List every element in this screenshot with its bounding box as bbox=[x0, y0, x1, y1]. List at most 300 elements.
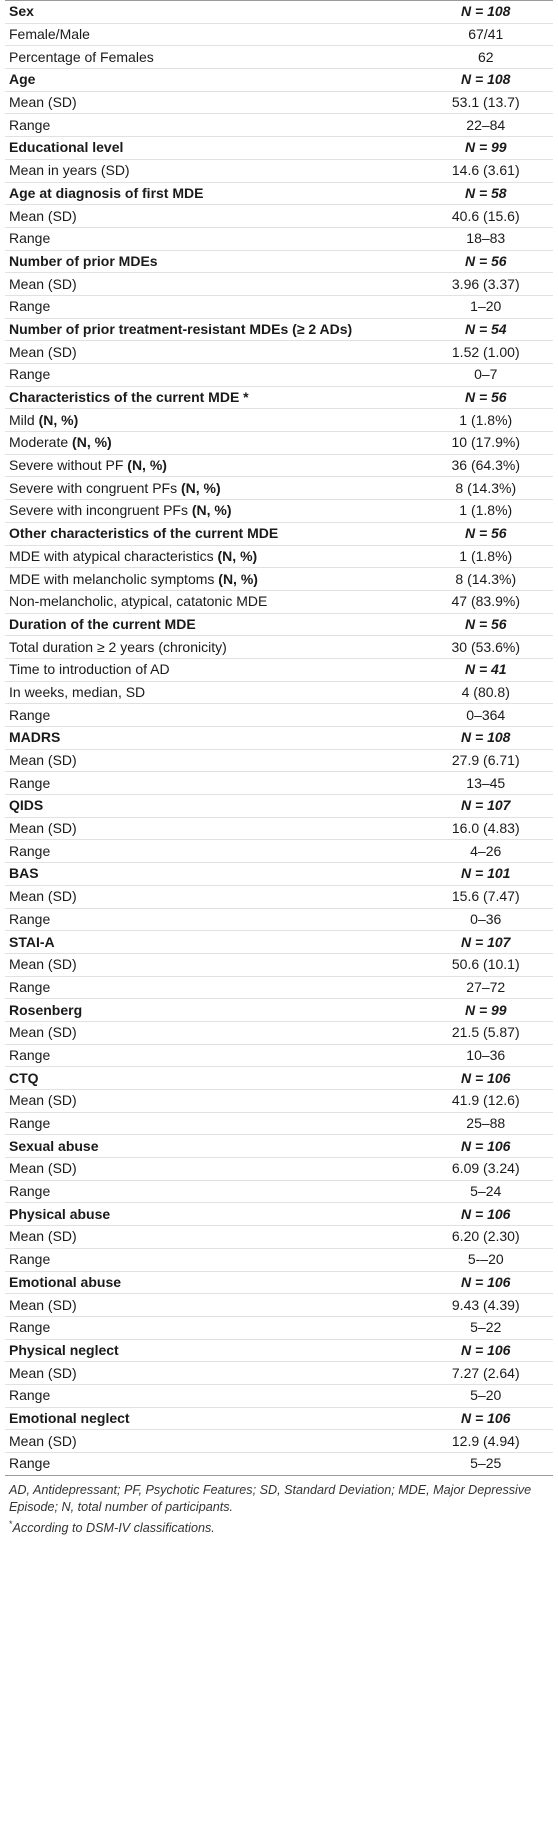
table-row bbox=[5, 1430, 553, 1453]
row-label-cell bbox=[5, 69, 419, 92]
row-label: Duration of the current MDE bbox=[9, 615, 196, 632]
row-value-cell bbox=[419, 953, 553, 976]
row-label-cell bbox=[5, 1248, 419, 1271]
row-label: Mean (SD) bbox=[9, 1432, 77, 1449]
row-value-cell bbox=[419, 613, 553, 636]
table-row bbox=[5, 1362, 553, 1385]
table-section-header-row bbox=[5, 613, 553, 636]
row-value: 27.9 (6.71) bbox=[451, 752, 520, 769]
row-label-cell bbox=[5, 1294, 419, 1317]
sample-size-value: N = 108 bbox=[461, 3, 511, 20]
row-label: Mean (SD) bbox=[9, 1160, 77, 1177]
row-label: Number of prior MDEs bbox=[9, 252, 158, 269]
row-label: Mean (SD) bbox=[9, 752, 77, 769]
table-section-header-row bbox=[5, 1203, 553, 1226]
footnote-note-text: According to DSM-IV classifications. bbox=[12, 1520, 215, 1535]
row-value-cell bbox=[419, 250, 553, 273]
row-label-cell bbox=[5, 749, 419, 772]
row-label-cell bbox=[5, 795, 419, 818]
footnote-abbreviations: AD, Antidepressant; PF, Psychotic Features; SD, Standard Deviation; MDE, Major Depressive Episode; N, total number of participants. bbox=[9, 1482, 532, 1514]
row-label: Age bbox=[9, 71, 36, 88]
row-label: Percentage of Females bbox=[9, 48, 154, 65]
table-row bbox=[5, 953, 553, 976]
row-label: Range bbox=[9, 978, 51, 995]
table-row bbox=[5, 227, 553, 250]
row-label-cell bbox=[5, 590, 419, 613]
row-label-cell bbox=[5, 114, 419, 137]
row-label-cell bbox=[5, 885, 419, 908]
row-label: Range bbox=[9, 1046, 51, 1063]
row-value-cell bbox=[419, 91, 553, 114]
row-value-cell bbox=[419, 500, 553, 523]
row-label-unit: (N, %) bbox=[38, 411, 79, 428]
row-value: 36 (64.3%) bbox=[451, 457, 520, 474]
row-value-cell bbox=[419, 273, 553, 296]
row-label: Mild bbox=[9, 411, 35, 428]
row-value-cell bbox=[419, 1226, 553, 1249]
row-value: 1 (1.8%) bbox=[459, 502, 513, 519]
table-row bbox=[5, 1453, 553, 1476]
row-label: Characteristics of the current MDE * bbox=[9, 389, 249, 406]
row-label-cell bbox=[5, 545, 419, 568]
row-value: 50.6 (10.1) bbox=[451, 956, 520, 973]
row-value-cell bbox=[419, 568, 553, 591]
row-value-cell bbox=[419, 114, 553, 137]
table-row bbox=[5, 91, 553, 114]
table-row bbox=[5, 454, 553, 477]
table-section-header-row bbox=[5, 1067, 553, 1090]
row-label: Physical neglect bbox=[9, 1341, 119, 1358]
row-value: 25–88 bbox=[466, 1115, 506, 1132]
table-row bbox=[5, 568, 553, 591]
row-label-cell bbox=[5, 1453, 419, 1476]
sample-size-value: N = 99 bbox=[464, 139, 507, 156]
sample-size-value: N = 58 bbox=[464, 184, 507, 201]
footnote-note bbox=[9, 1516, 549, 1537]
row-value-cell bbox=[419, 1248, 553, 1271]
row-label: Range bbox=[9, 706, 51, 723]
row-value-cell bbox=[419, 182, 553, 205]
sample-size-value: N = 108 bbox=[461, 71, 511, 88]
row-value-cell bbox=[419, 23, 553, 46]
table-section-header-row bbox=[5, 318, 553, 341]
row-value-cell bbox=[419, 227, 553, 250]
table-row bbox=[5, 46, 553, 69]
table-section-header-row bbox=[5, 182, 553, 205]
table-row bbox=[5, 681, 553, 704]
row-label: Severe with incongruent PFs bbox=[9, 502, 188, 519]
row-value: 8 (14.3%) bbox=[455, 479, 517, 496]
row-label-cell bbox=[5, 1407, 419, 1430]
row-label: Mean (SD) bbox=[9, 820, 77, 837]
row-value-cell bbox=[419, 1, 553, 24]
row-label: Range bbox=[9, 1183, 51, 1200]
row-label: STAI-A bbox=[9, 933, 55, 950]
row-value-cell bbox=[419, 817, 553, 840]
row-value: 40.6 (15.6) bbox=[451, 207, 520, 224]
row-value: 16.0 (4.83) bbox=[451, 820, 520, 837]
row-label-cell bbox=[5, 522, 419, 545]
table-row bbox=[5, 364, 553, 387]
table-row bbox=[5, 1021, 553, 1044]
sample-size-value: N = 56 bbox=[464, 252, 507, 269]
row-value: 47 (83.9%) bbox=[451, 593, 520, 610]
row-value: 6.20 (2.30) bbox=[451, 1228, 520, 1245]
table-row bbox=[5, 885, 553, 908]
table-row bbox=[5, 749, 553, 772]
row-label: Severe with congruent PFs bbox=[9, 479, 178, 496]
table-row bbox=[5, 273, 553, 296]
row-label-cell bbox=[5, 931, 419, 954]
row-label: Moderate bbox=[9, 434, 69, 451]
row-label-cell bbox=[5, 500, 419, 523]
row-label-cell bbox=[5, 1, 419, 24]
row-label: Emotional neglect bbox=[9, 1409, 130, 1426]
row-value-cell bbox=[419, 318, 553, 341]
row-label-unit: (N, %) bbox=[218, 570, 258, 587]
row-value-cell bbox=[419, 1453, 553, 1476]
row-label-cell bbox=[5, 273, 419, 296]
row-label: BAS bbox=[9, 865, 39, 882]
row-value-cell bbox=[419, 727, 553, 750]
row-value: 1 (1.8%) bbox=[459, 547, 513, 564]
row-label: MDE with atypical characteristics bbox=[9, 547, 214, 564]
row-label-cell bbox=[5, 817, 419, 840]
row-label-cell bbox=[5, 568, 419, 591]
row-value-cell bbox=[419, 885, 553, 908]
row-label: Mean (SD) bbox=[9, 1024, 77, 1041]
row-value-cell bbox=[419, 1271, 553, 1294]
row-value: 15.6 (7.47) bbox=[451, 888, 520, 905]
sample-size-value: N = 54 bbox=[464, 320, 507, 337]
row-label: Physical abuse bbox=[9, 1205, 111, 1222]
table-row bbox=[5, 114, 553, 137]
table-row bbox=[5, 590, 553, 613]
row-value: 4–26 bbox=[470, 842, 502, 859]
row-label: Number of prior treatment-resistant MDEs (≥ 2 ADs) bbox=[9, 320, 353, 337]
row-value-cell bbox=[419, 999, 553, 1022]
row-label: Range bbox=[9, 1319, 51, 1336]
table-row bbox=[5, 409, 553, 432]
row-value: 13–45 bbox=[466, 774, 506, 791]
row-label: Severe without PF bbox=[9, 457, 124, 474]
row-value: 0–36 bbox=[470, 910, 502, 927]
row-label: In weeks, median, SD bbox=[9, 683, 146, 700]
row-value-cell bbox=[419, 1294, 553, 1317]
row-label: MADRS bbox=[9, 729, 61, 746]
row-value-cell bbox=[419, 1067, 553, 1090]
row-label-cell bbox=[5, 46, 419, 69]
row-label: Mean (SD) bbox=[9, 207, 77, 224]
table-row bbox=[5, 341, 553, 364]
row-label: Mean (SD) bbox=[9, 1228, 77, 1245]
row-value-cell bbox=[419, 432, 553, 455]
row-label-cell bbox=[5, 386, 419, 409]
participant-characteristics-table bbox=[5, 0, 553, 1476]
row-label-cell bbox=[5, 341, 419, 364]
row-value-cell bbox=[419, 1044, 553, 1067]
table-row bbox=[5, 1248, 553, 1271]
row-label-cell bbox=[5, 432, 419, 455]
row-value-cell bbox=[419, 840, 553, 863]
table-row bbox=[5, 1158, 553, 1181]
row-label-cell bbox=[5, 999, 419, 1022]
row-label-cell bbox=[5, 454, 419, 477]
row-value-cell bbox=[419, 1384, 553, 1407]
row-label-unit: (N, %) bbox=[180, 479, 221, 496]
row-value-cell bbox=[419, 205, 553, 228]
table-section-header-row bbox=[5, 1339, 553, 1362]
table-section-header-row bbox=[5, 727, 553, 750]
table-row bbox=[5, 976, 553, 999]
table-row bbox=[5, 658, 553, 681]
row-value-cell bbox=[419, 341, 553, 364]
row-label-cell bbox=[5, 1044, 419, 1067]
row-value: 14.6 (3.61) bbox=[451, 162, 520, 179]
row-value-cell bbox=[419, 772, 553, 795]
row-label-cell bbox=[5, 1067, 419, 1090]
table-row bbox=[5, 636, 553, 659]
row-value-cell bbox=[419, 477, 553, 500]
row-value-cell bbox=[419, 1339, 553, 1362]
row-value-cell bbox=[419, 386, 553, 409]
table-section-header-row bbox=[5, 1135, 553, 1158]
row-label: MDE with melancholic symptoms bbox=[9, 570, 215, 587]
sample-size-value: N = 106 bbox=[461, 1069, 511, 1086]
row-value-cell bbox=[419, 1316, 553, 1339]
table-section-header-row bbox=[5, 1407, 553, 1430]
row-label: Range bbox=[9, 366, 51, 383]
row-value-cell bbox=[419, 1407, 553, 1430]
row-value: 0–7 bbox=[474, 366, 498, 383]
row-label-cell bbox=[5, 1090, 419, 1113]
row-value-cell bbox=[419, 1362, 553, 1385]
row-label-cell bbox=[5, 227, 419, 250]
row-value-cell bbox=[419, 590, 553, 613]
row-value-cell bbox=[419, 931, 553, 954]
row-value: 30 (53.6%) bbox=[451, 638, 520, 655]
table-section-header-row bbox=[5, 795, 553, 818]
row-label: Other characteristics of the current MDE bbox=[9, 525, 279, 542]
row-value-cell bbox=[419, 749, 553, 772]
row-value: 21.5 (5.87) bbox=[451, 1024, 520, 1041]
row-value: 6.09 (3.24) bbox=[451, 1160, 520, 1177]
row-label-cell bbox=[5, 704, 419, 727]
row-value: 5-–20 bbox=[467, 1251, 504, 1268]
row-label: Mean (SD) bbox=[9, 1092, 77, 1109]
row-label: Range bbox=[9, 842, 51, 859]
row-label-cell bbox=[5, 1021, 419, 1044]
row-label-cell bbox=[5, 953, 419, 976]
row-value: 5–20 bbox=[470, 1387, 502, 1404]
row-label: Range bbox=[9, 910, 51, 927]
row-value: 62 bbox=[477, 48, 494, 65]
row-label-cell bbox=[5, 1430, 419, 1453]
row-label-cell bbox=[5, 91, 419, 114]
row-value-cell bbox=[419, 545, 553, 568]
table-row bbox=[5, 432, 553, 455]
table-row bbox=[5, 500, 553, 523]
row-value-cell bbox=[419, 295, 553, 318]
row-label-cell bbox=[5, 1226, 419, 1249]
row-label-cell bbox=[5, 205, 419, 228]
row-label-cell bbox=[5, 1158, 419, 1181]
table-row bbox=[5, 23, 553, 46]
row-label-cell bbox=[5, 159, 419, 182]
row-value: 5–24 bbox=[470, 1183, 502, 1200]
row-label: Emotional abuse bbox=[9, 1273, 122, 1290]
row-value: 22–84 bbox=[466, 116, 506, 133]
row-label-unit: (N, %) bbox=[191, 502, 232, 519]
row-label: Mean (SD) bbox=[9, 1364, 77, 1381]
row-label: Age at diagnosis of first MDE bbox=[9, 184, 204, 201]
sample-size-value: N = 41 bbox=[464, 661, 507, 678]
table-row bbox=[5, 1316, 553, 1339]
table-section-header-row bbox=[5, 931, 553, 954]
table-row bbox=[5, 840, 553, 863]
table-row bbox=[5, 1180, 553, 1203]
table-row bbox=[5, 295, 553, 318]
row-value: 18–83 bbox=[466, 230, 506, 247]
row-label-cell bbox=[5, 772, 419, 795]
row-label: Mean (SD) bbox=[9, 888, 77, 905]
table-row bbox=[5, 1384, 553, 1407]
sample-size-value: N = 107 bbox=[461, 933, 511, 950]
row-label-cell bbox=[5, 908, 419, 931]
row-value: 4 (80.8) bbox=[461, 683, 510, 700]
sample-size-value: N = 107 bbox=[461, 797, 511, 814]
table-body bbox=[5, 1, 553, 1476]
row-value: 53.1 (13.7) bbox=[451, 94, 520, 111]
row-value-cell bbox=[419, 1090, 553, 1113]
row-label-cell bbox=[5, 1316, 419, 1339]
row-value-cell bbox=[419, 137, 553, 160]
table-section-header-row bbox=[5, 137, 553, 160]
row-value-cell bbox=[419, 522, 553, 545]
row-label-cell bbox=[5, 364, 419, 387]
row-label: Range bbox=[9, 1387, 51, 1404]
row-label-cell bbox=[5, 1180, 419, 1203]
sample-size-value: N = 106 bbox=[461, 1341, 511, 1358]
row-value: 1 (1.8%) bbox=[459, 411, 513, 428]
row-value-cell bbox=[419, 908, 553, 931]
table-row bbox=[5, 817, 553, 840]
row-label-cell bbox=[5, 658, 419, 681]
table-section-header-row bbox=[5, 69, 553, 92]
row-value: 5–22 bbox=[470, 1319, 502, 1336]
row-label-cell bbox=[5, 1362, 419, 1385]
row-label: Total duration ≥ 2 years (chronicity) bbox=[9, 638, 227, 655]
sample-size-value: N = 56 bbox=[464, 525, 507, 542]
row-label: Mean (SD) bbox=[9, 956, 77, 973]
row-label: Range bbox=[9, 774, 51, 791]
row-value-cell bbox=[419, 976, 553, 999]
row-value-cell bbox=[419, 1158, 553, 1181]
row-value: 41.9 (12.6) bbox=[451, 1092, 520, 1109]
sample-size-value: N = 106 bbox=[461, 1205, 511, 1222]
row-label-cell bbox=[5, 840, 419, 863]
row-label-unit: (N, %) bbox=[127, 457, 167, 474]
row-value: 27–72 bbox=[466, 978, 506, 995]
row-value: 7.27 (2.64) bbox=[451, 1364, 520, 1381]
table-row bbox=[5, 704, 553, 727]
row-value: 5–25 bbox=[470, 1455, 502, 1472]
table-section-header-row bbox=[5, 386, 553, 409]
table-row bbox=[5, 1226, 553, 1249]
sample-size-value: N = 101 bbox=[461, 865, 511, 882]
row-label-cell bbox=[5, 295, 419, 318]
row-value: 3.96 (3.37) bbox=[451, 275, 520, 292]
row-value-cell bbox=[419, 69, 553, 92]
row-label-cell bbox=[5, 409, 419, 432]
row-value: 9.43 (4.39) bbox=[451, 1296, 520, 1313]
row-label-cell bbox=[5, 613, 419, 636]
row-value: 1.52 (1.00) bbox=[451, 343, 520, 360]
row-value-cell bbox=[419, 658, 553, 681]
row-value-cell bbox=[419, 364, 553, 387]
row-label: Time to introduction of AD bbox=[9, 661, 170, 678]
table-row bbox=[5, 1294, 553, 1317]
row-label-unit: (N, %) bbox=[217, 547, 258, 564]
row-value-cell bbox=[419, 795, 553, 818]
table-section-header-row bbox=[5, 250, 553, 273]
row-label-cell bbox=[5, 250, 419, 273]
row-value-cell bbox=[419, 159, 553, 182]
sample-size-value: N = 99 bbox=[464, 1001, 507, 1018]
row-label-cell bbox=[5, 1135, 419, 1158]
row-value: 10 (17.9%) bbox=[451, 434, 520, 451]
row-value-cell bbox=[419, 1112, 553, 1135]
table-row bbox=[5, 1044, 553, 1067]
row-label-cell bbox=[5, 23, 419, 46]
row-value-cell bbox=[419, 1180, 553, 1203]
row-label-cell bbox=[5, 182, 419, 205]
row-label: QIDS bbox=[9, 797, 44, 814]
row-label: CTQ bbox=[9, 1069, 39, 1086]
row-value-cell bbox=[419, 1430, 553, 1453]
row-label-cell bbox=[5, 1384, 419, 1407]
row-value-cell bbox=[419, 409, 553, 432]
row-label-cell bbox=[5, 727, 419, 750]
table-section-header-row bbox=[5, 522, 553, 545]
row-value: 12.9 (4.94) bbox=[451, 1432, 520, 1449]
row-value: 1–20 bbox=[470, 298, 502, 315]
row-label: Range bbox=[9, 1115, 51, 1132]
table-section-header-row bbox=[5, 1271, 553, 1294]
row-label: Range bbox=[9, 298, 51, 315]
row-value: 10–36 bbox=[466, 1046, 506, 1063]
row-label: Mean (SD) bbox=[9, 343, 77, 360]
row-label: Mean (SD) bbox=[9, 94, 77, 111]
row-label-cell bbox=[5, 636, 419, 659]
row-value-cell bbox=[419, 1021, 553, 1044]
row-label: Mean (SD) bbox=[9, 275, 77, 292]
table-footnote bbox=[5, 1476, 553, 1537]
table-row bbox=[5, 545, 553, 568]
table-row bbox=[5, 772, 553, 795]
row-label: Non-melancholic, atypical, catatonic MDE bbox=[9, 593, 268, 610]
sample-size-value: N = 108 bbox=[461, 729, 511, 746]
row-label-cell bbox=[5, 1339, 419, 1362]
row-value-cell bbox=[419, 704, 553, 727]
row-label-cell bbox=[5, 1203, 419, 1226]
table-section-header-row bbox=[5, 999, 553, 1022]
row-label: Range bbox=[9, 116, 51, 133]
table-row bbox=[5, 159, 553, 182]
row-label: Rosenberg bbox=[9, 1001, 83, 1018]
table-row bbox=[5, 205, 553, 228]
sample-size-value: N = 56 bbox=[464, 389, 507, 406]
